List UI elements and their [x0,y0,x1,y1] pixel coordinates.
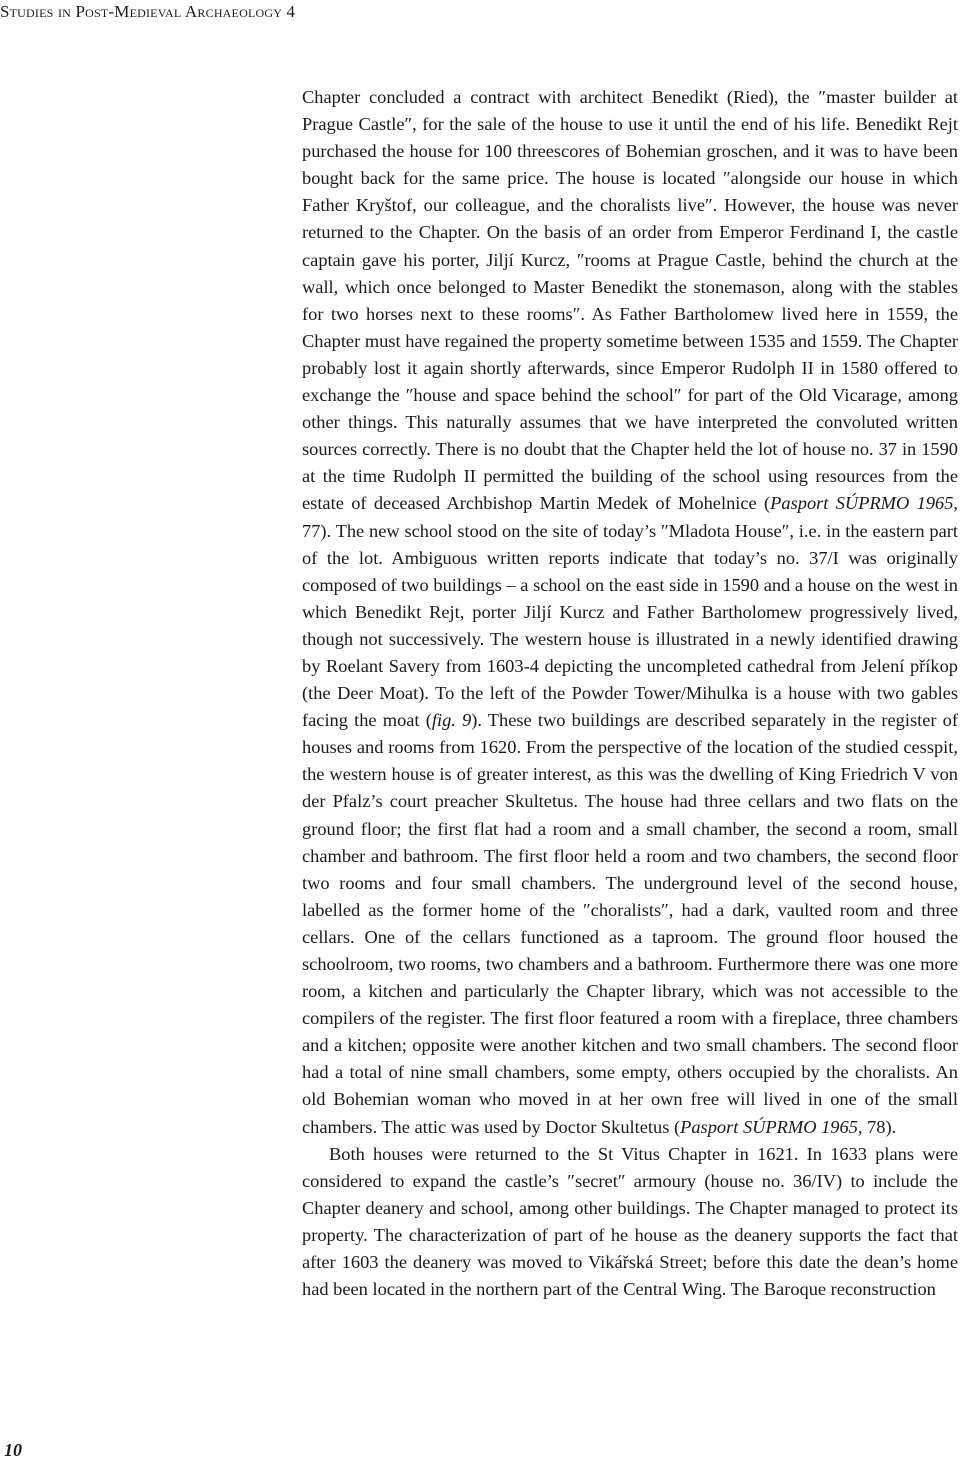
citation: Pasport SÚPRMO 1965 [770,493,954,514]
paragraph: Both houses were returned to the St Vitus Chapter in 1621. In 1633 plans were considered to expand the castle’s ″secret″ armoury (house no. 36/IV) to include the Chapter deanery and school, among other buildings. The Chapter managed to protect its property. The characterization of part of he house as the deanery supports the fact that after 1603 the deanery was moved to Vikářská Street; before this date the dean’s home had been located in the northern part of the Central Wing. The Baroque reconstruction [302,1143,958,1300]
text-run: , 78). [857,1116,897,1137]
figure-reference: fig. 9 [431,710,472,731]
page-number: 10 [4,1440,22,1460]
body-text [302,84,958,1303]
running-header: Studies in Post-Medieval Archaeology 4 [0,2,296,21]
paragraph [302,84,958,1141]
text-run: , 77). The new school stood on the site of today’s ″Mladota House″, i.e. in the eastern part of the lot. Ambiguous written reports indicate that today’s no. 37/I was originally composed of two buildings – a school on the east side in 1590 and a house on the west in which Benedikt Rejt, porter Jiljí Kurcz and Father Bartholomew progressively lived, though not successively. The western house is illustrated in a newly identified drawing by Roelant Savery from 1603-4 depicting the uncompleted cathedral from Jelení příkop (the Deer Moat). To the left of the Powder Tower/Mihulka is a house with two gables facing the moat ( [302,493,959,731]
citation: Pasport SÚPRMO 1965 [680,1116,858,1137]
text-run: ). These two buildings are described separately in the register of houses and rooms from 1620. From the perspective of the location of the studied cesspit, the western house is of greater interest, as this was the dwelling of King Friedrich V von der Pfalz’s court preacher Skultetus. The house had three cellars and two flats on the ground floor; the first flat had a room and a small chamber, the second a room, small chamber and bathroom. The first floor held a room and two chambers, the second floor two rooms and four small chambers. The underground level of the second house, labelled as the former home of the ″choralists″, had a dark, vaulted room and three cellars. One of the cellars functioned as a taproom. The ground floor housed the schoolroom, two rooms, two chambers and a bathroom. Furthermore there was one more room, a kitchen and particularly the Chapter library, which was not accessible to the compilers of the register. The first floor featured a room with a fireplace, three chambers and a kitchen; opposite were another kitchen and two small chambers. The second floor had a total of nine small chambers, some empty, others occupied by the choralists. An old Bohemian woman who moved in at her own free will lived in one of the small chambers. The attic was used by Doctor Skultetus ( [302,710,958,1137]
text-run: Chapter concluded a contract with architect Benedikt (Ried), the ″master builder at Prague Castle″, for the sale of the house to use it until the end of his life. Benedikt Rejt purchased the house for 100 threescores of Bohemian groschen, and it was to have been bought back for the same price. The house is located ″alongside our house in which Father Kryštof, our colleague, and the choralists live″. However, the house was never returned to the Chapter. On the basis of an order from Emperor Ferdinand I, the castle captain gave his porter, Jiljí Kurcz, ″rooms at Prague Castle, behind the church at the wall, which once belonged to Master Benedikt the stonemason, along with the stables for two horses next to these rooms″. As Father Bartholomew lived here in 1559, the Chapter must have regained the property sometime between 1535 and 1559. The Chapter probably lost it again shortly afterwards, since Emperor Rudolph II in 1580 offered to exchange the ″house and space behind the school″ for part of the Old Vicarage, among other things. This naturally assumes that we have interpreted the convoluted written sources correctly. There is no doubt that the Chapter held the lot of house no. 37 in 1590 at the time Rudolph II permitted the building of the school using resources from the estate of deceased Archbishop Martin Medek of Mohelnice ( [302,87,958,514]
